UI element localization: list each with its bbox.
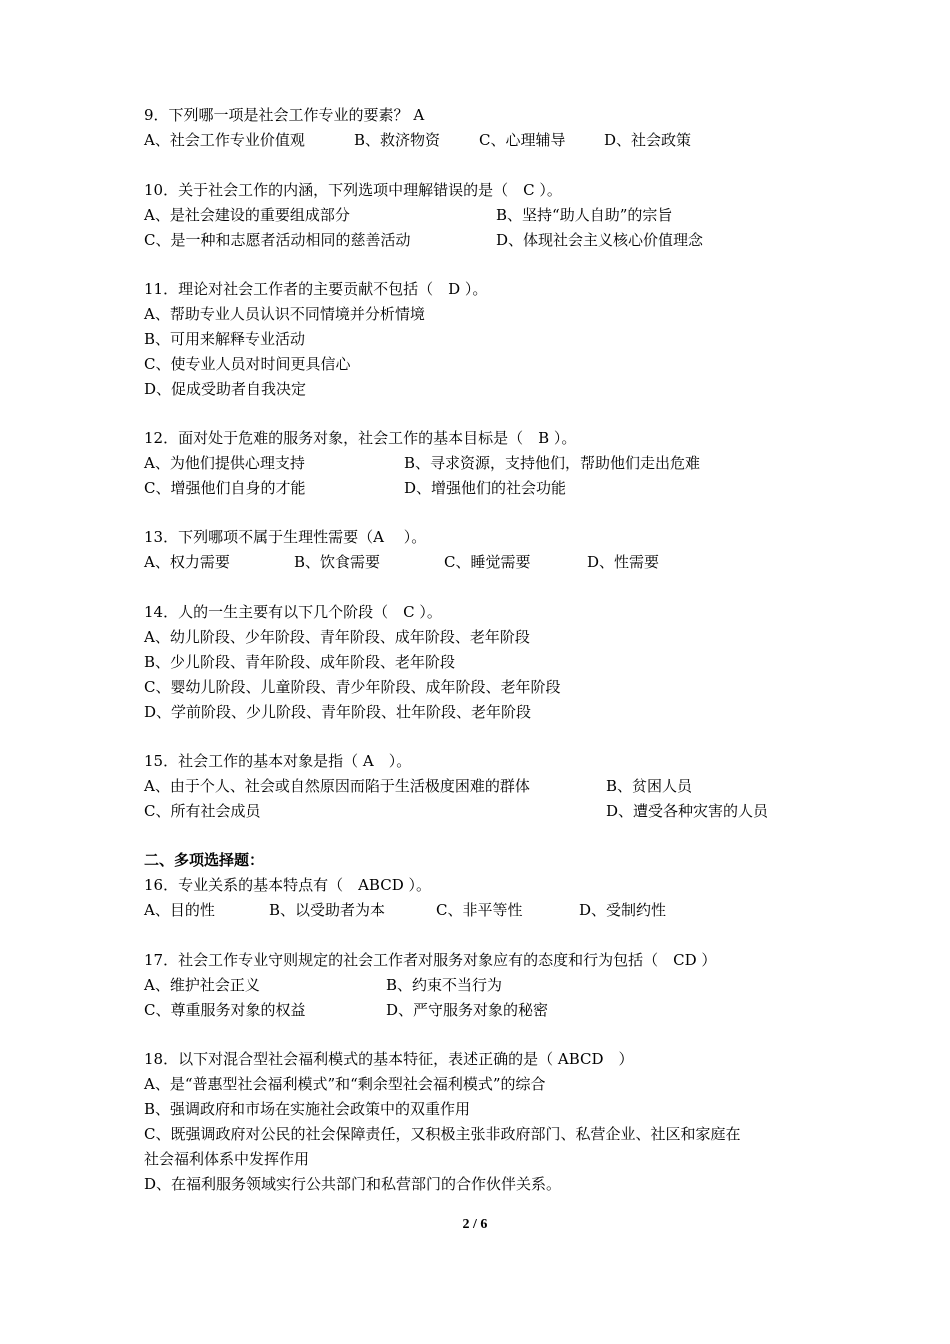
answer-option: D、在福利服务领域实行公共部门和私营部门的合作伙伴关系。	[144, 1174, 562, 1193]
answer-option: D、性需要	[587, 552, 660, 571]
question-text: 16．专业关系的基本特点有（ ABCD ）。	[144, 876, 431, 894]
answer-option: C、使专业人员对时间更具信心	[144, 354, 351, 373]
answer-option: B、坚持“助人自助”的宗旨	[496, 205, 673, 224]
answer-option: D、遭受各种灾害的人员	[606, 801, 769, 820]
answer-option: A、为他们提供心理支持	[144, 453, 305, 472]
answer-option: C、是一种和志愿者活动相同的慈善活动	[144, 230, 411, 249]
answer-option: B、少儿阶段、青年阶段、成年阶段、老年阶段	[144, 652, 456, 671]
question-text: 10．关于社会工作的内涵，下列选项中理解错误的是（ C ）。	[144, 181, 562, 199]
answer-option: C、增强他们自身的才能	[144, 478, 306, 497]
answer-option: A、维护社会正义	[144, 975, 260, 994]
answer-option: C、所有社会成员	[144, 801, 261, 820]
answer-option: A、权力需要	[144, 552, 230, 571]
answer-option: A、是社会建设的重要组成部分	[144, 205, 350, 224]
answer-option: B、约束不当行为	[386, 975, 503, 994]
answer-option: D、受制约性	[579, 900, 667, 919]
answer-option: C、睡觉需要	[444, 552, 531, 571]
answer-option: D、增强他们的社会功能	[404, 478, 567, 497]
answer-option: B、可用来解释专业活动	[144, 329, 306, 348]
answer-option: D、体现社会主义核心价值理念	[496, 230, 704, 249]
answer-option: A、是“普惠型社会福利模式”和“剩余型社会福利模式”的综合	[144, 1074, 546, 1093]
question-text: 14．人的一生主要有以下几个阶段（ C ）。	[144, 603, 442, 621]
question-text: 13．下列哪项不属于生理性需要（A ）。	[144, 528, 427, 546]
question-text: 18．以下对混合型社会福利模式的基本特征，表述正确的是（ ABCD ）	[144, 1050, 634, 1068]
answer-option: D、促成受助者自我决定	[144, 379, 307, 398]
answer-option: D、社会政策	[604, 130, 692, 149]
answer-option: B、寻求资源，支持他们，帮助他们走出危难	[404, 453, 701, 472]
question-text: 15．社会工作的基本对象是指（ A ）。	[144, 752, 412, 770]
question-text: 12．面对处于危难的服务对象，社会工作的基本目标是（ B ）。	[144, 429, 577, 447]
answer-option: C、婴幼儿阶段、儿童阶段、青少年阶段、成年阶段、老年阶段	[144, 677, 561, 696]
answer-option: D、学前阶段、少儿阶段、青年阶段、壮年阶段、老年阶段	[144, 702, 532, 721]
answer-option: A、帮助专业人员认识不同情境并分析情境	[144, 304, 425, 323]
answer-option: B、强调政府和市场在实施社会政策中的双重作用	[144, 1099, 471, 1118]
question-text: 11．理论对社会工作者的主要贡献不包括（ D ）。	[144, 280, 488, 298]
answer-option: A、社会工作专业价值观	[144, 130, 305, 149]
answer-option: B、以受助者为本	[269, 900, 386, 919]
question-text: 二、多项选择题：	[144, 851, 265, 869]
answer-option: B、贫困人员	[606, 776, 693, 795]
answer-option: A、由于个人、社会或自然原因而陷于生活极度困难的群体	[144, 776, 530, 795]
answer-option: A、幼儿阶段、少年阶段、青年阶段、成年阶段、老年阶段	[144, 627, 530, 646]
answer-option: C、既强调政府对公民的社会保障责任，又积极主张非政府部门、私营企业、社区和家庭在	[144, 1124, 741, 1143]
answer-option: B、救济物资	[354, 130, 441, 149]
question-text: 17．社会工作专业守则规定的社会工作者对服务对象应有的态度和行为包括（ CD ）	[144, 951, 717, 969]
page-number: 2 / 6	[462, 1217, 488, 1232]
answer-option: 社会福利体系中发挥作用	[144, 1149, 310, 1168]
answer-option: C、尊重服务对象的权益	[144, 1000, 306, 1019]
answer-option: C、非平等性	[436, 900, 523, 919]
answer-option: C、心理辅导	[479, 130, 566, 149]
answer-option: B、饮食需要	[294, 552, 381, 571]
question-text: 9．下列哪一项是社会工作专业的要素？ A	[144, 106, 425, 124]
answer-option: A、目的性	[144, 900, 215, 919]
answer-option: D、严守服务对象的秘密	[386, 1000, 549, 1019]
